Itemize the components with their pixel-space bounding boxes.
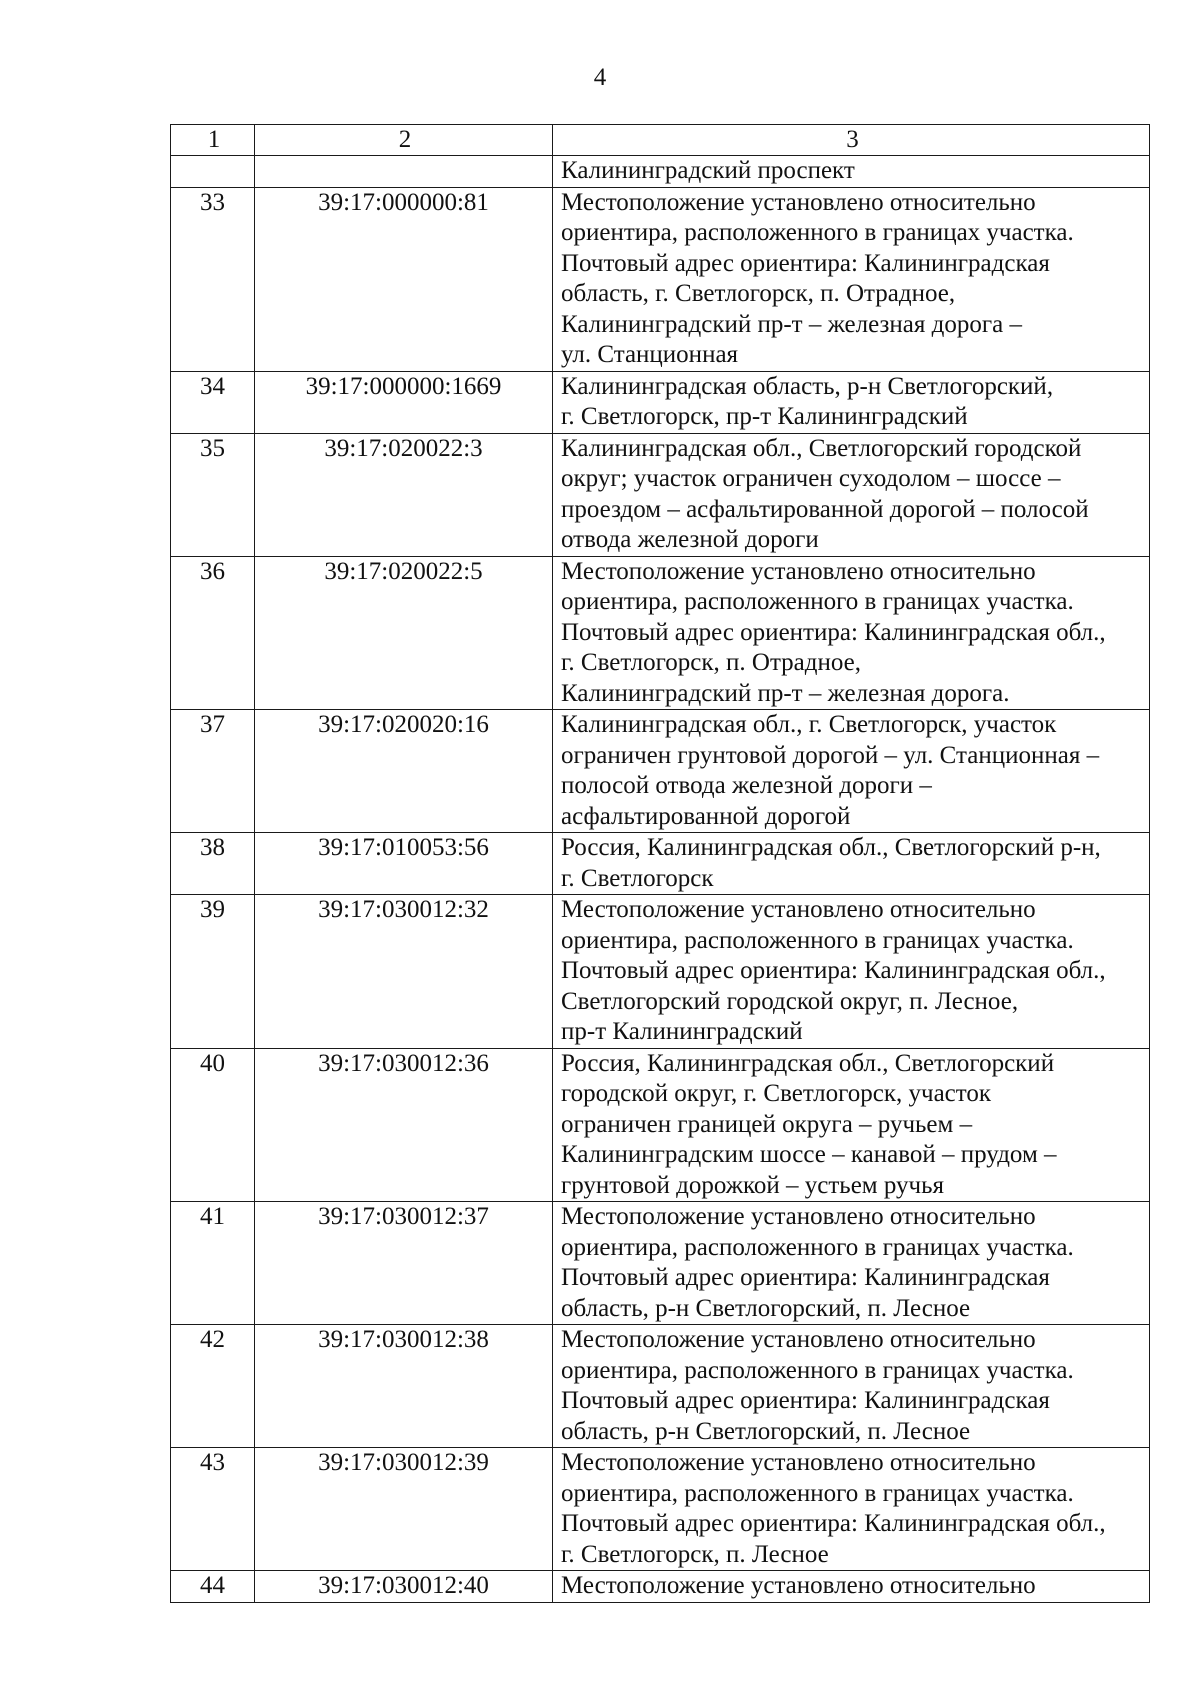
location-description-cell	[553, 371, 1150, 433]
location-description-line: г. Светлогорск, п. Лесное	[561, 1540, 829, 1568]
location-description-line: Местоположение установлено относительно	[561, 1203, 1036, 1230]
row-number-cell: 42	[171, 1325, 255, 1448]
table-body	[171, 125, 1150, 1603]
location-description-line: проездом – асфальтированной дорогой – полосой	[561, 495, 1089, 523]
location-description-line: Калининградская обл., Светлогорский городской	[561, 434, 1082, 462]
column-header-address: 3	[553, 125, 1150, 156]
location-description-line: Почтовый адрес ориентира: Калининградская обл.,	[561, 1510, 1106, 1537]
location-description-line: округ; участок ограничен суходолом – шоссе –	[561, 465, 1061, 492]
cadastral-number-cell: 39:17:020022:3	[255, 433, 553, 556]
cadastral-number-cell: 39:17:030012:36	[255, 1048, 553, 1202]
table-row	[171, 433, 1150, 556]
location-description-line: Калининградская область, р-н Светлогорский,	[561, 372, 1054, 400]
location-description-line: ограничен грунтовой дорогой – ул. Станционная –	[561, 741, 1100, 769]
table-row	[171, 833, 1150, 895]
table-row	[171, 1448, 1150, 1571]
location-description-line: отвода железной дороги	[561, 526, 819, 553]
table-row	[171, 1571, 1150, 1603]
location-description-line: область, р-н Светлогорский, п. Лесное	[561, 1294, 971, 1322]
row-number-cell: 38	[171, 833, 255, 895]
row-number-cell: 35	[171, 433, 255, 556]
location-description-cell	[553, 895, 1150, 1049]
location-description-line: Калининградским шоссе – канавой – прудом –	[561, 1141, 1057, 1168]
location-description-line: Россия, Калининградская обл., Светлогорский р-н,	[561, 834, 1101, 861]
cadastral-number-cell: 39:17:020022:5	[255, 556, 553, 710]
location-description-line: г. Светлогорск, п. Отрадное,	[561, 649, 862, 676]
table-row	[171, 1325, 1150, 1448]
location-description-line: г. Светлогорск, пр-т Калининградский	[561, 403, 968, 430]
table-row	[171, 156, 1150, 188]
cadastral-number-cell: 39:17:030012:38	[255, 1325, 553, 1448]
location-description-line: Калининградский проспект	[561, 157, 855, 184]
row-number-cell: 44	[171, 1571, 255, 1603]
location-description-cell	[553, 833, 1150, 895]
location-description-line: Почтовый адрес ориентира: Калининградская	[561, 1387, 1050, 1414]
location-description-line: полосой отвода железной дороги –	[561, 772, 932, 799]
table-row	[171, 1048, 1150, 1202]
location-description-line: ориентира, расположенного в границах участка.	[561, 1479, 1074, 1507]
location-description-cell	[553, 433, 1150, 556]
table-row	[171, 371, 1150, 433]
location-description-cell	[553, 1048, 1150, 1202]
location-description-line: Калининградский пр-т – железная дорога.	[561, 679, 1010, 707]
table-header-row	[171, 125, 1150, 156]
location-description-line: ориентира, расположенного в границах участка.	[561, 588, 1074, 615]
table-row	[171, 556, 1150, 710]
cadastral-number-cell: 39:17:030012:37	[255, 1202, 553, 1325]
row-number-cell: 43	[171, 1448, 255, 1571]
location-description-cell	[553, 710, 1150, 833]
location-description-line: ориентира, расположенного в границах участка.	[561, 219, 1074, 246]
row-number-cell: 41	[171, 1202, 255, 1325]
location-description-line: ориентира, расположенного в границах участка.	[561, 926, 1074, 954]
table-row	[171, 710, 1150, 833]
cadastral-number-cell: 39:17:020020:16	[255, 710, 553, 833]
location-description-line: ориентира, расположенного в границах участка.	[561, 1233, 1074, 1261]
location-description-line: ориентира, расположенного в границах участка.	[561, 1356, 1074, 1384]
location-description-cell	[553, 556, 1150, 710]
row-number-cell: 36	[171, 556, 255, 710]
location-description-line: Почтовый адрес ориентира: Калининградская	[561, 1264, 1050, 1291]
table-row	[171, 895, 1150, 1049]
location-description-line: Калининградская обл., г. Светлогорск, участок	[561, 711, 1057, 738]
page-number: 4	[593, 64, 607, 91]
location-description-line: область, р-н Светлогорский, п. Лесное	[561, 1417, 971, 1445]
location-description-cell	[553, 1325, 1150, 1448]
cadastral-number-cell: 39:17:000000:81	[255, 187, 553, 371]
location-description-line: ул. Станционная	[561, 341, 739, 368]
location-description-line: Местоположение установлено относительно	[561, 1326, 1036, 1353]
location-description-line: Местоположение установлено относительно	[561, 1572, 1036, 1599]
location-description-cell	[553, 1202, 1150, 1325]
location-description-cell	[553, 1448, 1150, 1571]
location-description-line: асфальтированной дорогой	[561, 802, 851, 830]
cadastral-number-cell: 39:17:000000:1669	[255, 371, 553, 433]
location-description-line: Калининградский пр-т – железная дорога –	[561, 310, 1022, 338]
location-description-line: грунтовой дорожкой – устьем ручья	[561, 1171, 945, 1199]
cadastral-number-cell: 39:17:030012:39	[255, 1448, 553, 1571]
column-header-number: 1	[171, 125, 255, 156]
location-description-line: г. Светлогорск	[561, 864, 714, 892]
land-plots-table	[170, 124, 1150, 1603]
row-number-cell: 34	[171, 371, 255, 433]
row-number-cell: 40	[171, 1048, 255, 1202]
location-description-line: Россия, Калининградская обл., Светлогорский	[561, 1049, 1055, 1077]
location-description-line: Светлогорский городской округ, п. Лесное,	[561, 987, 1019, 1015]
table-row	[171, 187, 1150, 371]
row-number-cell: 39	[171, 895, 255, 1049]
location-description-cell	[553, 156, 1150, 188]
column-header-cadastral: 2	[255, 125, 553, 156]
location-description-line: пр-т Калининградский	[561, 1018, 803, 1045]
location-description-line: Местоположение установлено относительно	[561, 1449, 1036, 1476]
location-description-line: ограничен границей округа – ручьем –	[561, 1110, 973, 1138]
cadastral-number-cell: 39:17:010053:56	[255, 833, 553, 895]
location-description-line: Почтовый адрес ориентира: Калининградская обл.,	[561, 957, 1106, 984]
row-number-cell	[171, 156, 255, 188]
cadastral-number-cell: 39:17:030012:32	[255, 895, 553, 1049]
table-row	[171, 1202, 1150, 1325]
location-description-cell	[553, 187, 1150, 371]
location-description-line: Почтовый адрес ориентира: Калининградская обл.,	[561, 618, 1106, 646]
location-description-line: Местоположение установлено относительно	[561, 557, 1036, 585]
cadastral-number-cell	[255, 156, 553, 188]
row-number-cell: 37	[171, 710, 255, 833]
location-description-cell	[553, 1571, 1150, 1603]
location-description-line: Местоположение установлено относительно	[561, 188, 1036, 216]
row-number-cell: 33	[171, 187, 255, 371]
cadastral-number-cell: 39:17:030012:40	[255, 1571, 553, 1603]
location-description-line: область, г. Светлогорск, п. Отрадное,	[561, 280, 956, 307]
location-description-line: городской округ, г. Светлогорск, участок	[561, 1080, 992, 1107]
location-description-line: Местоположение установлено относительно	[561, 896, 1036, 923]
location-description-line: Почтовый адрес ориентира: Калининградская	[561, 249, 1050, 277]
